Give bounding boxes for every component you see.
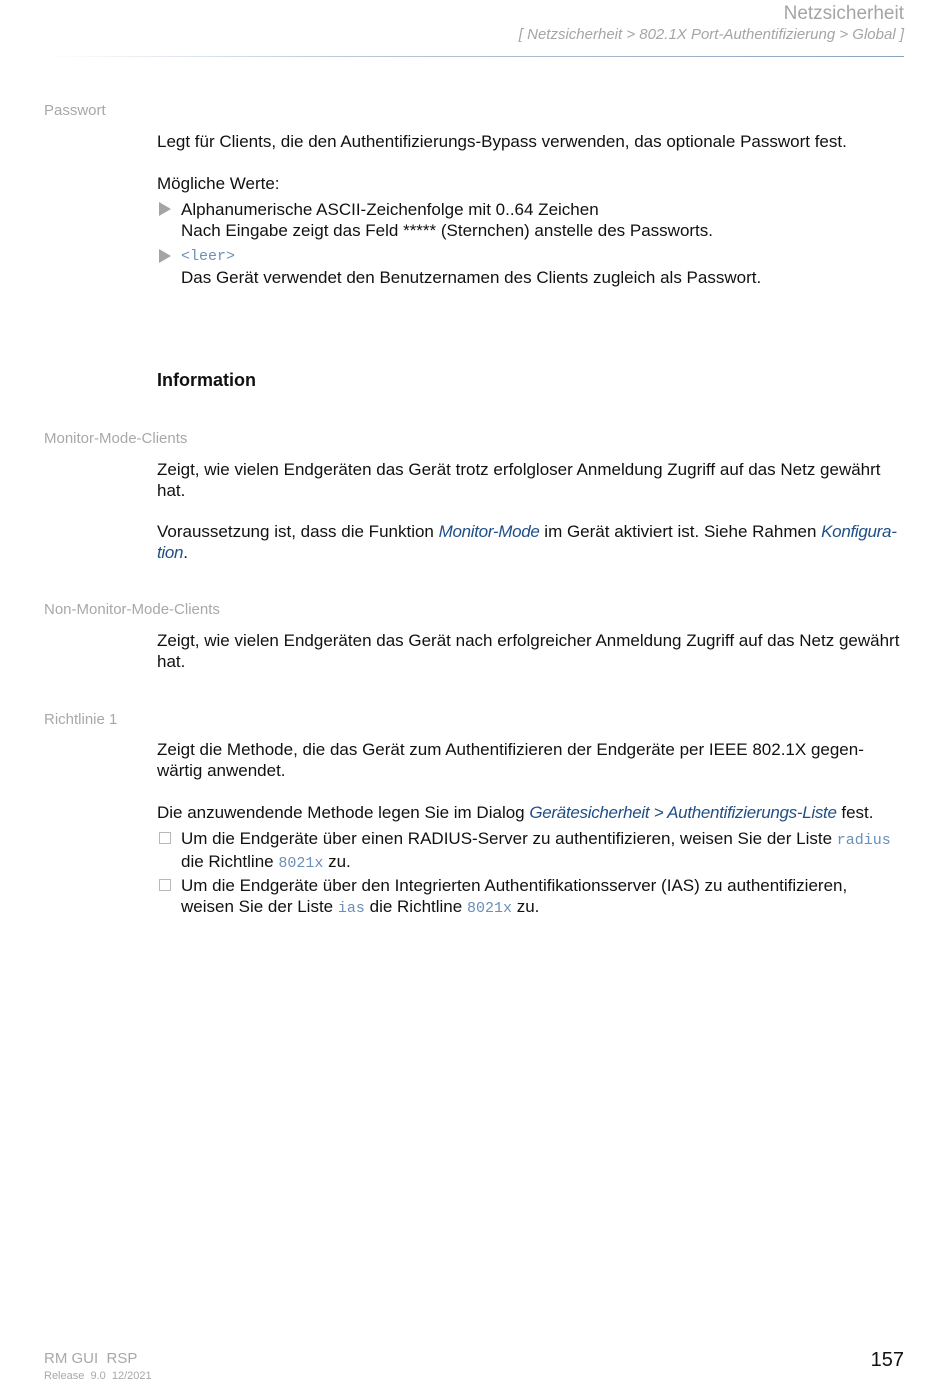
code-ias: ias [337, 900, 365, 917]
link-monitor-mode[interactable]: Monitor-Mode [438, 522, 540, 541]
richtlinie-dialog-note [157, 802, 905, 823]
text-line: Um die Endgeräte über den Integrierten Authentifikationsserver (IAS) zu authentifizieren, [181, 876, 848, 895]
label-passwort: Passwort [44, 102, 106, 119]
footer-document-name: RM GUI RSP [44, 1350, 138, 1367]
link-konfiguration-cont[interactable]: tion [157, 543, 184, 562]
text-line: Zeigt, wie vielen Endgeräten das Gerät trotz erfolgloser Anmeldung Zugriff auf das Netz gewährt [157, 460, 881, 479]
nonmonitor-description [157, 630, 905, 672]
label-richtlinie-1: Richtlinie 1 [44, 711, 118, 728]
label-monitor-mode-clients: Monitor-Mode-Clients [44, 430, 188, 447]
text-span: zu. [323, 852, 351, 871]
text-span: die Richtline [181, 852, 279, 871]
text-span: zu. [511, 897, 540, 916]
text-line: wärtig anwendet. [157, 761, 286, 780]
code-value-empty: <leer> [181, 248, 236, 265]
page-number: 157 [870, 1349, 904, 1371]
text-span: fest. [836, 803, 874, 822]
text-span: im Gerät aktiviert ist. Siehe Rahmen [539, 522, 822, 541]
text-span: Voraussetzung ist, dass die Funktion [157, 522, 439, 541]
code-8021x: 8021x [466, 900, 512, 917]
section-heading-information: Information [157, 370, 256, 390]
code-8021x: 8021x [278, 855, 324, 872]
code-radius: radius [836, 832, 891, 849]
list-item [181, 828, 905, 874]
bullet-triangle-icon [159, 249, 171, 263]
possible-values-heading: Mögliche Werte: [157, 174, 280, 193]
text-line: Zeigt, wie vielen Endgeräten das Gerät nach erfolgreicher Anmeldung Zugriff auf das Netz gewährt [157, 631, 900, 650]
breadcrumb: [ Netzsicherheit > 802.1X Port-Authentifizierung > Global ] [518, 26, 904, 43]
list-item [181, 246, 905, 288]
richtlinie-description [157, 739, 905, 781]
bullet-text: Das Gerät verwendet den Benutzernamen des Clients zugleich als Passwort. [181, 268, 762, 287]
list-item [181, 875, 905, 919]
page-header-title: Netzsicherheit [783, 3, 904, 24]
label-non-monitor-mode-clients: Non-Monitor-Mode-Clients [44, 601, 220, 618]
monitor-prerequisite [157, 521, 905, 563]
text-span: weisen Sie der Liste [181, 897, 338, 916]
bullet-text: Alphanumerische ASCII-Zeichenfolge mit 0..64 Zeichen [181, 200, 599, 219]
list-item [181, 199, 905, 241]
text-line: hat. [157, 481, 186, 500]
link-konfiguration[interactable]: Konfigura- [821, 522, 897, 541]
bullet-text: Nach Eingabe zeigt das Feld ***** (Sternchen) anstelle des Passworts. [181, 221, 714, 240]
passwort-description: Legt für Clients, die den Authentifizierungs-Bypass verwenden, das optionale Passwort fest. [157, 132, 847, 151]
text-span: . [183, 543, 188, 562]
checkbox-bullet-icon [159, 879, 171, 891]
header-divider [48, 56, 904, 57]
monitor-description [157, 459, 905, 501]
bullet-triangle-icon [159, 202, 171, 216]
checkbox-bullet-icon [159, 832, 171, 844]
text-span: Die anzuwendende Methode legen Sie im Dialog [157, 803, 530, 822]
text-line: hat. [157, 652, 186, 671]
text-span: Um die Endgeräte über einen RADIUS-Server zu authentifizieren, weisen Sie der Liste [181, 829, 837, 848]
footer-release: Release 9.0 12/2021 [44, 1370, 152, 1382]
text-span: die Richtline [364, 897, 467, 916]
link-authentifizierungs-liste[interactable]: Gerätesicherheit > Authentifizierungs-Liste [529, 803, 837, 822]
text-line: Zeigt die Methode, die das Gerät zum Authentifizieren der Endgeräte per IEEE 802.1X gegen- [157, 740, 864, 759]
